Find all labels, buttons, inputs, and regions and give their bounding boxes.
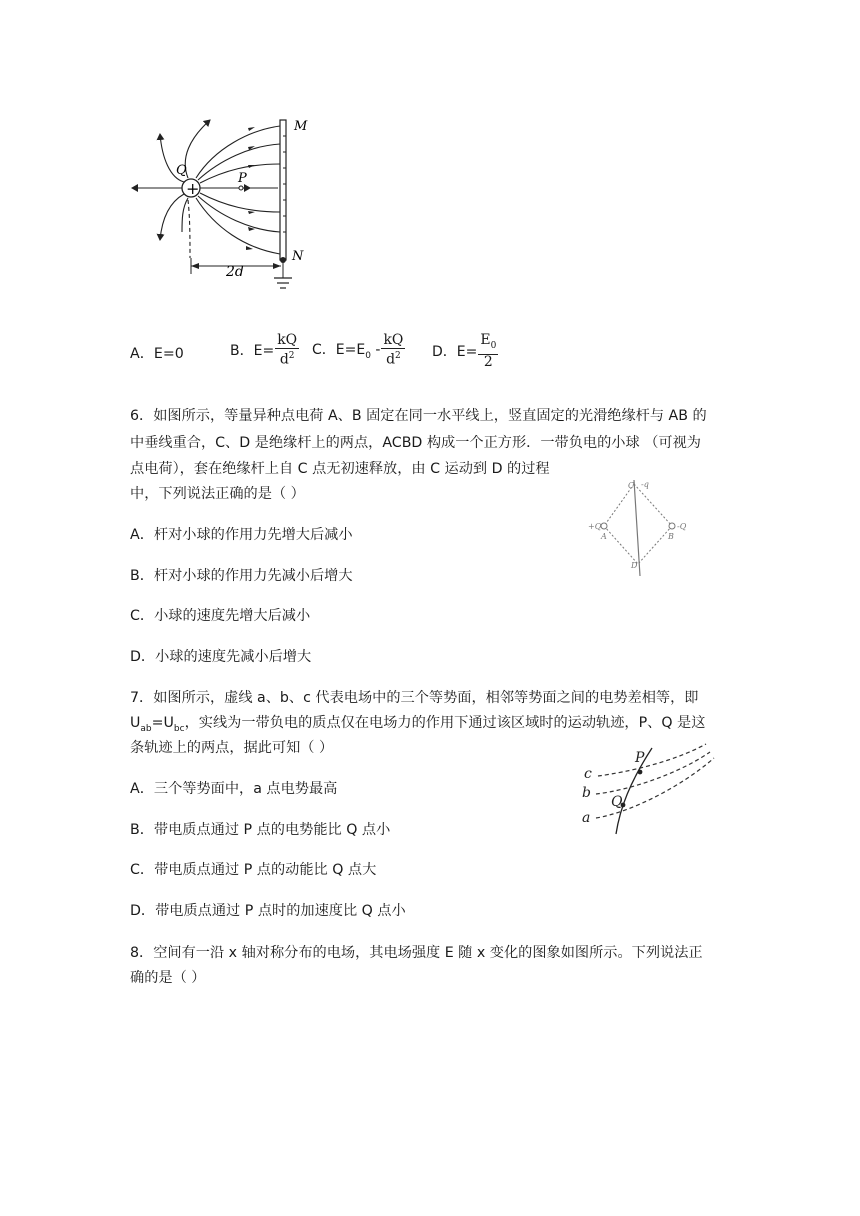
label-c: c [584, 766, 592, 782]
superscript: 2 [288, 351, 295, 361]
q5-option-c-prefix: C．E=E [312, 342, 366, 359]
label-b: b [582, 785, 591, 801]
q7-stem-line-1: 7．如图所示，虚线 a、b、c 代表电场中的三个等势面，相邻等势面之间的电势差相等，即 [130, 690, 699, 706]
q5-option-c-fraction [381, 333, 405, 368]
fraction-denominator: d [386, 351, 396, 368]
q7-stem-line-2-rest: ，实线为一带负电的质点仅在电场力的作用下通过该区域时的运动轨迹，P、Q 是这 [184, 715, 706, 731]
q7-option-a: A．三个等势面中，a 点电势最高 [130, 781, 338, 797]
q6-stem-line-3: 点电荷），套在绝缘杆上自 C 点无初速释放，由 C 运动到 D 的过程 [130, 461, 550, 477]
fraction-denominator: d [279, 351, 289, 368]
fraction-denominator: 2 [483, 353, 493, 370]
figure-q7-equipotentials [578, 738, 718, 836]
q6-stem-line-4: 中，下列说法正确的是（ ） [130, 486, 305, 502]
q6-stem-line-1: 6．如图所示，等量异种点电荷 A、B 固定在同一水平线上，竖直固定的光滑绝缘杆与 AB 的 [130, 408, 707, 424]
q6-option-d: D．小球的速度先减小后增大 [130, 649, 312, 665]
q5-option-b [230, 333, 300, 368]
q8-stem-line-1: 8．空间有一沿 x 轴对称分布的电场，其电场强度 E 随 x 变化的图象如图所示。下列说法正 [130, 945, 703, 961]
subscript: 0 [490, 340, 497, 351]
superscript: 2 [395, 351, 401, 361]
label-Q: Q [176, 163, 187, 178]
label-2d: 2d [226, 264, 244, 280]
q5-option-b-fraction [275, 333, 299, 368]
q5-option-b-label: B．E= [230, 343, 275, 360]
label-D: D [631, 561, 638, 570]
equals-u: =U [151, 715, 174, 731]
q6-stem-line-2: 中垂线重合，C、D 是绝缘杆上的两点，ACBD 构成一个正方形．一带负电的小球 （可视为 [130, 435, 701, 451]
figure-q5-field-lines [120, 108, 320, 308]
q7-option-c: C．带电质点通过 P 点的动能比 Q 点大 [130, 862, 377, 878]
q5-option-c-label [312, 339, 380, 361]
subscript: 0 [365, 351, 371, 362]
label-a: a [582, 810, 591, 826]
q5-option-a [130, 344, 184, 364]
q6-option-b: B．杆对小球的作用力先减小后增大 [130, 568, 353, 584]
q7-option-b: B．带电质点通过 P 点的电势能比 Q 点小 [130, 822, 391, 838]
q5-option-c [312, 333, 406, 368]
label-P: P [635, 750, 645, 766]
label-minus-q-small: -q [641, 480, 649, 489]
q8-stem-line-2: 确的是（ ） [130, 970, 206, 986]
subscript-ab: ab [140, 723, 152, 734]
fraction-numerator: E [480, 332, 491, 348]
q6-option-c: C．小球的速度先增大后减小 [130, 608, 311, 624]
label-P: P [238, 171, 247, 186]
fraction-numerator: kQ [277, 332, 298, 348]
label-Q: Q [611, 794, 623, 810]
q7-option-d: D．带电质点通过 P 点时的加速度比 Q 点小 [130, 903, 406, 919]
q6-option-a: A．杆对小球的作用力先增大后减小 [130, 527, 353, 543]
q7-stem-line-3: 条轨迹上的两点，据此可知（ ） [130, 740, 334, 756]
q5-option-d-fraction [478, 333, 498, 370]
q5-option-a-text: A．E=0 [130, 346, 184, 362]
label-N: N [292, 249, 304, 264]
plus-sign: + [186, 179, 200, 198]
u-symbol: U [130, 715, 141, 731]
label-B: B [668, 532, 674, 541]
q5-option-d-label: D．E= [432, 344, 478, 361]
figure-q6-square-charges [586, 476, 696, 580]
subscript-bc: bc [173, 723, 185, 734]
label-M: M [294, 119, 308, 134]
minus-sign: - [370, 342, 381, 359]
label-minus-q: -Q [677, 522, 687, 531]
label-plus-q: +Q [588, 522, 602, 531]
q5-option-d [432, 333, 499, 370]
label-C: C [628, 481, 635, 490]
q7-stem-line-2 [130, 713, 705, 739]
fraction-numerator: kQ [383, 332, 404, 348]
label-A: A [601, 532, 607, 541]
